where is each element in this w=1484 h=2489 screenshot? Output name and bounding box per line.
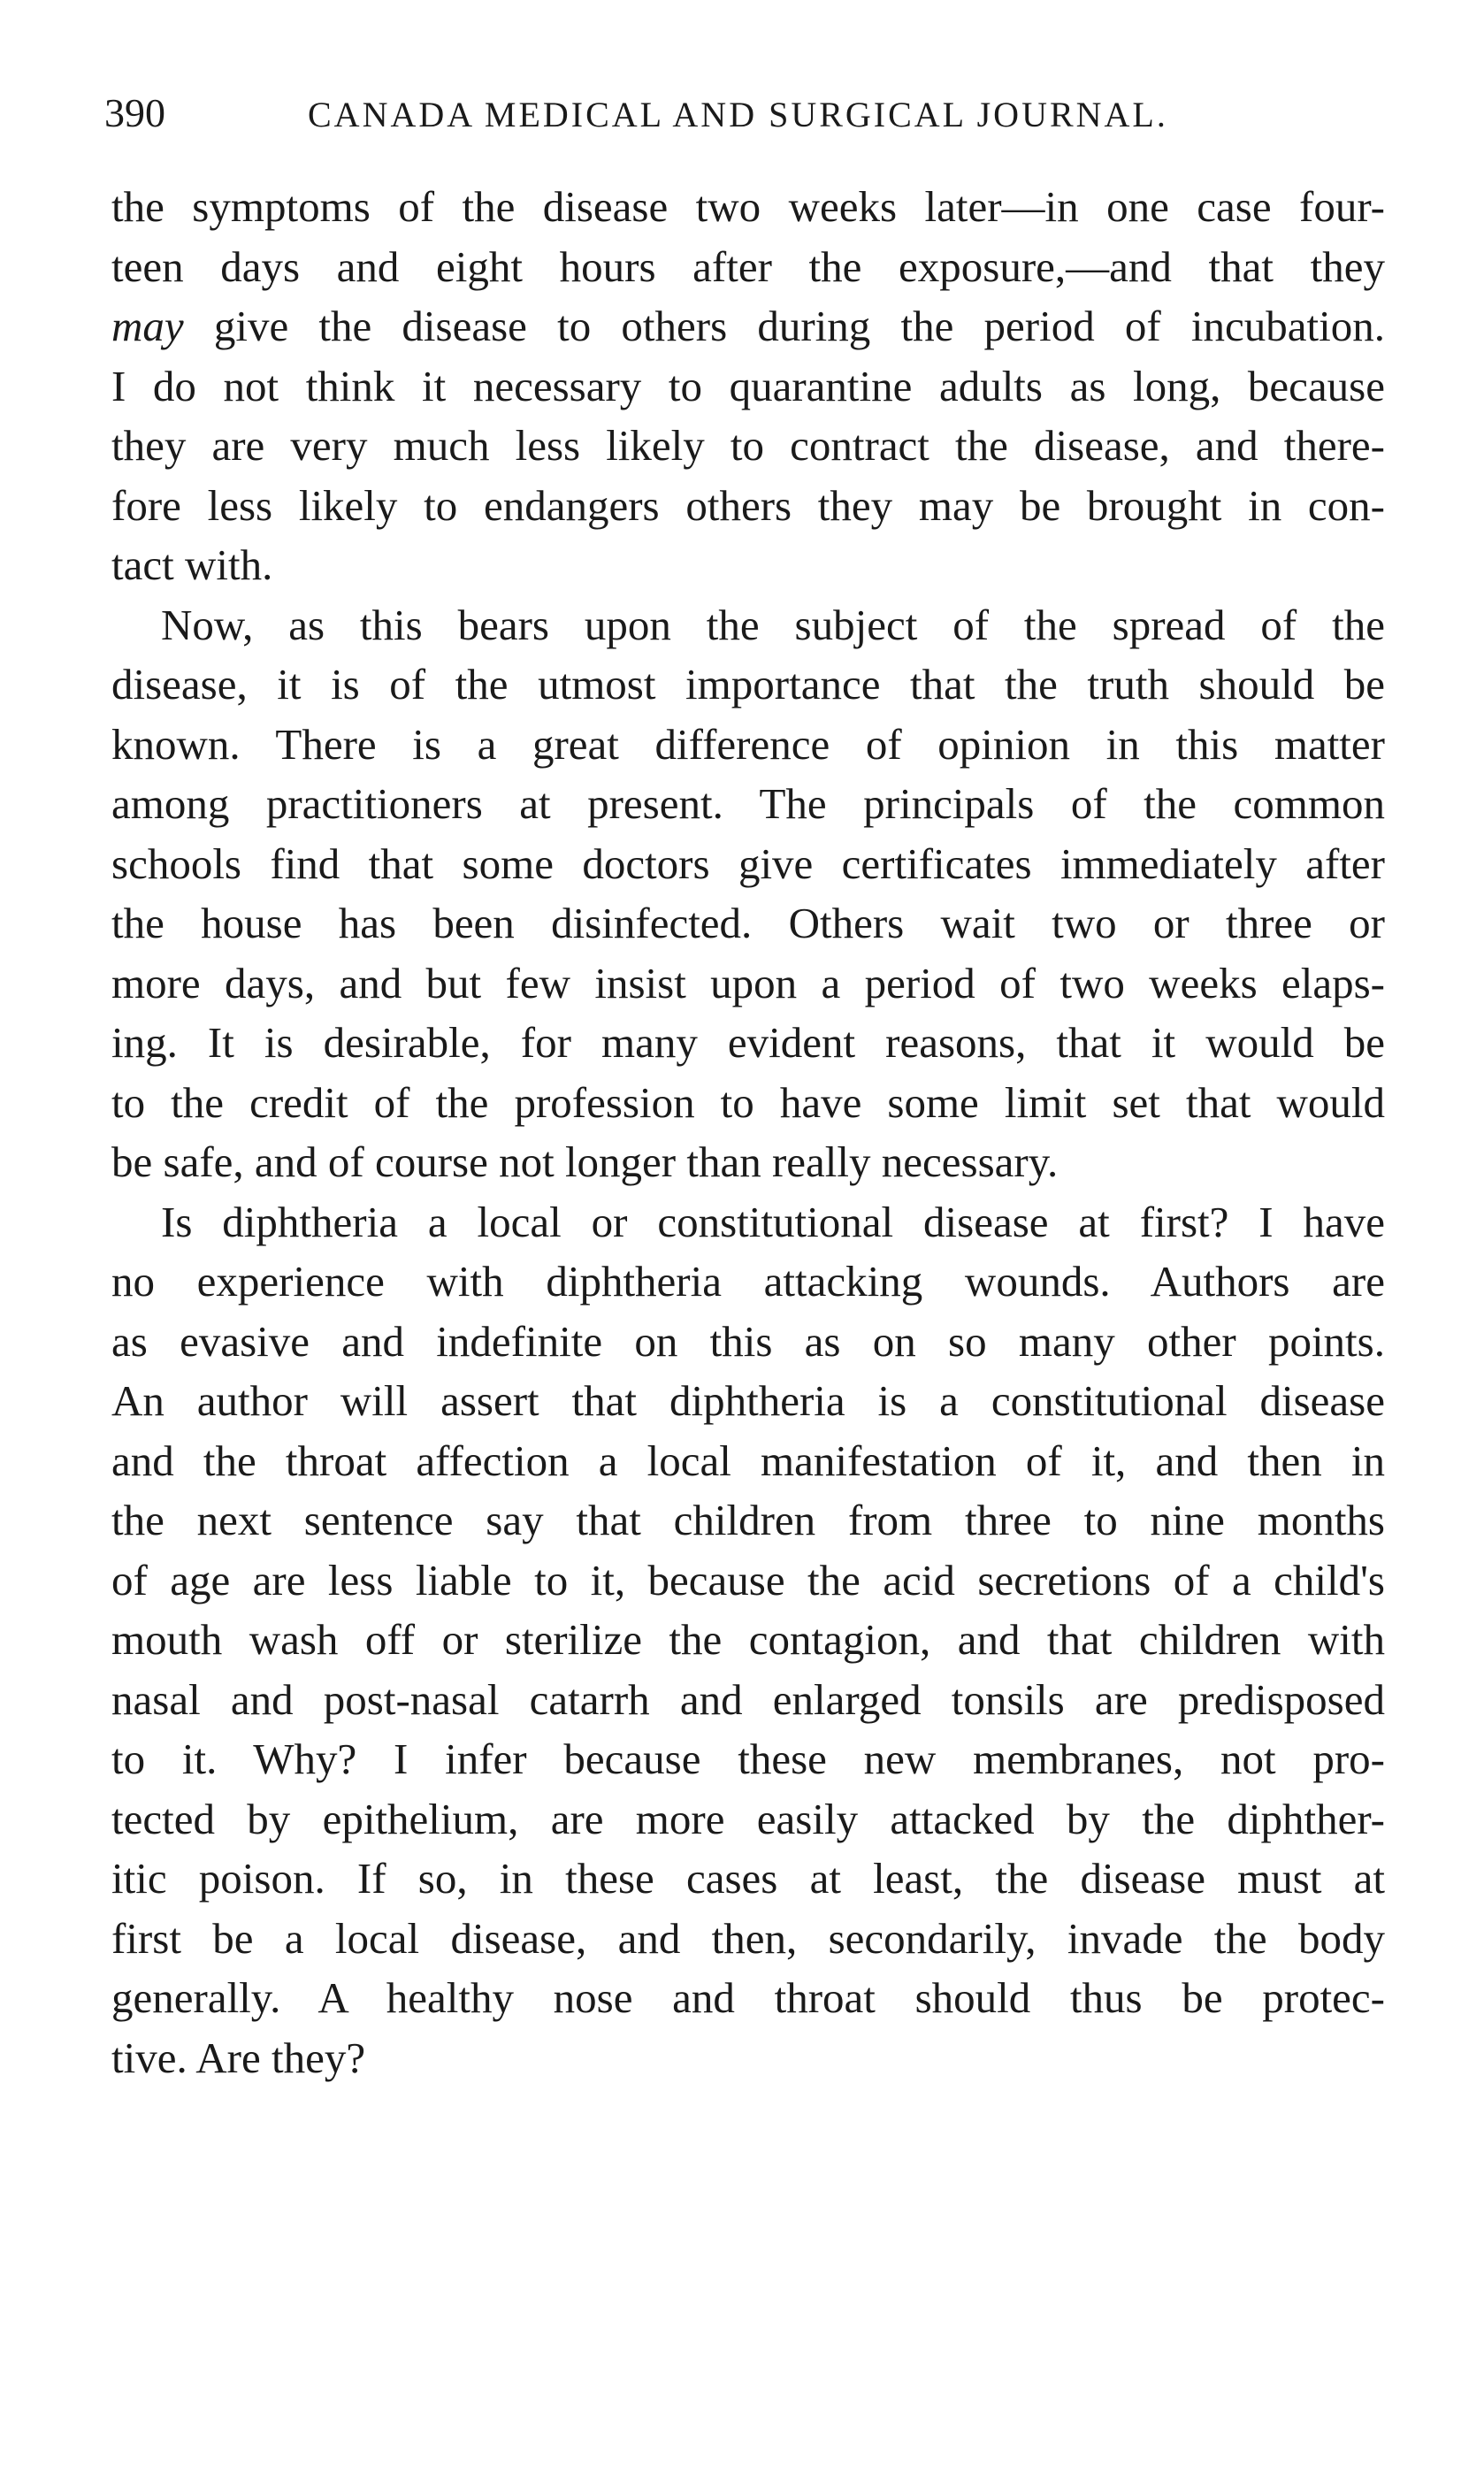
text-line: An author will assert that diphtheria is a constitutional disease [111, 1376, 1385, 1425]
text-line: no experience with diphtheria attacking wounds. Authors are [111, 1257, 1385, 1306]
text-line: as evasive and indefinite on this as on so many other points. [111, 1316, 1385, 1366]
text-line: fore less likely to endangers others they may be brought in con- [111, 480, 1385, 530]
journal-title: CANADA MEDICAL AND SURGICAL JOURNAL. [308, 95, 1168, 134]
text-line: ing. It is desirable, for many evident reasons, that it would be [111, 1018, 1385, 1067]
text-line: the symptoms of the disease two weeks later—in one case four- [111, 182, 1385, 231]
text-line: the house has been disinfected. Others wait two or three or [111, 899, 1385, 947]
italic-word: may [111, 302, 184, 350]
text-line [111, 296, 1385, 356]
running-head [104, 87, 1378, 140]
text-line: known. There is a great difference of opinion in this matter [111, 719, 1385, 769]
text-line: to the credit of the profession to have some limit set that would [111, 1077, 1385, 1127]
text-line: tive. Are they? [111, 2033, 366, 2082]
text-line: to it. Why? I infer because these new membranes, not pro- [111, 1735, 1385, 1783]
text-line: teen days and eight hours after the exposure,—and that they [111, 241, 1385, 291]
text-line: mouth wash off or sterilize the contagion, and that children with [111, 1615, 1385, 1664]
text-line: tected by epithelium, are more easily attacked by the diphther- [111, 1794, 1385, 1843]
text-line: disease, it is of the utmost importance that the truth should be [111, 660, 1385, 708]
text-line: of age are less liable to it, because the acid secretions of a child's [111, 1555, 1385, 1604]
text-line: and the throat affection a local manifestation of it, and then in [111, 1436, 1385, 1485]
paragraph-3 [111, 1192, 1385, 2088]
text-line: Now, as this bears upon the subject of the spread of the [161, 600, 1385, 649]
body-text [111, 177, 1385, 2087]
text-line: nasal and post-nasal catarrh and enlarged tonsils are predisposed [111, 1674, 1385, 1724]
text-line: more days, and but few insist upon a period of two weeks elaps- [111, 958, 1385, 1007]
paragraph-2 [111, 595, 1385, 1192]
paragraph-1 [111, 177, 1385, 595]
text-line: Is diphtheria a local or constitutional disease at first? I have [161, 1197, 1385, 1246]
text-line: among practitioners at present. The principals of the common [111, 779, 1385, 828]
text-line: the next sentence say that children from three to nine months [111, 1496, 1385, 1544]
text-line: they are very much less likely to contract the disease, and there- [111, 421, 1385, 470]
text-line: tact with. [111, 540, 273, 589]
text-line: schools find that some doctors give certificates immediately after [111, 839, 1385, 888]
text-line: generally. A healthy nose and throat should thus be protec- [111, 1973, 1385, 2022]
text-line-rest: give the disease to others during the period of incubation. [183, 302, 1385, 350]
text-line: be safe, and of course not longer than really necessary. [111, 1137, 1059, 1186]
text-line: first be a local disease, and then, secondarily, invade the body [111, 1913, 1385, 1963]
text-line: itic poison. If so, in these cases at least, the disease must at [111, 1854, 1385, 1903]
text-line: I do not think it necessary to quarantine adults as long, because [111, 361, 1385, 410]
page-number: 390 [104, 90, 165, 135]
